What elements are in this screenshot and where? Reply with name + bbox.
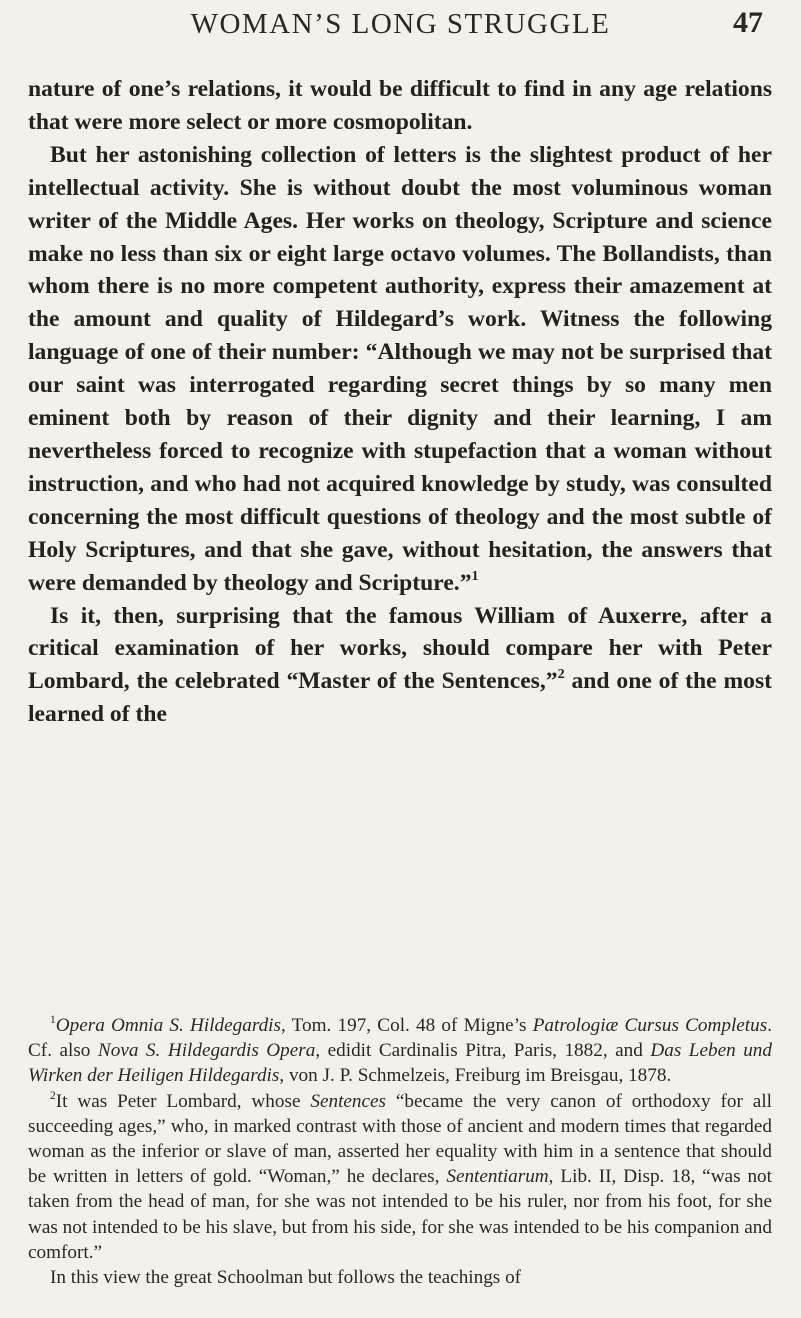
paragraph-2 [28,139,772,600]
footnote-2 [28,1089,772,1265]
footnote-1-title-2: Patrologiæ Cursus Completus [532,1015,768,1036]
footnote-1-title-3: Nova S. Hildegardis Opera [97,1040,316,1062]
footnote-2-title-2: Sententiarum [446,1166,549,1188]
footnote-1-number: 1 [50,1013,56,1026]
footnote-ref-1: 1 [471,567,479,584]
footnote-1-title-1: Opera Omnia S. Hildegardis [55,1015,281,1036]
footnote-2-continuation: In this view the great Schoolman but follows the teachings of [50,1267,522,1289]
footnote-1-text-1: , Tom. 197, Col. 48 of Migne’s [280,1015,533,1036]
footnote-1-title-4: Das Leben und Wirken der Heiligen Hildegardis [28,1040,772,1087]
footnote-1-text-4: , von J. P. Schmelzeis, Freiburg im Breisgau, 1878. [279,1065,672,1087]
paragraph-3 [28,600,772,732]
paragraph-3-text-b: and one of the most learned of the [28,668,772,728]
footnotes [28,1013,772,1290]
footnote-2-title-1: Sentences [310,1090,387,1112]
footnote-2-text-1: It was Peter Lombard, whose [55,1090,311,1112]
main-text [28,73,772,731]
footnote-1-text-3: , edidit Cardinalis Pitra, Paris, 1882, and [315,1040,651,1062]
footnote-1-text-2: . Cf. also [28,1015,772,1062]
page-number: 47 [733,6,763,39]
footnote-1 [28,1013,772,1089]
paragraph-1: nature of one’s relations, it would be difficult to find in any age relations that were more select or more cosmopolitan. [28,76,772,135]
footnote-2-text-3: , Lib. II, Disp. 18, “was not taken from the head of man, for she was not intended to be his ruler, nor from his foot, for she was not intended to be his slave, but from his side, for she was intended to be his companion and comfort.” [28,1166,772,1263]
footnote-2-text-2: “became the very canon of orthodoxy for all succeeding ages,” who, in marked contrast with those of ancient and modern times that regarded woman as the inferior or slave of man, asserted her equality with him in a sentence that should be written in letters of gold. “Woman,” he declares, [28,1090,772,1188]
paragraph-3-text-a: Is it, then, surprising that the famous William of Auxerre, after a critical examination of her works, should compare her with Peter Lombard, the celebrated “Master of the Sentences,” [28,602,772,695]
footnote-ref-2: 2 [557,666,565,683]
running-head: WOMAN’S LONG STRUGGLE [190,8,611,40]
paragraph-2-text: But her astonishing collection of letters is the slightest product of her intellectual activity. She is without doubt the most voluminous woman writer of the Middle Ages. Her works on theology, Scripture and science make no less than six or eight large octavo volumes. The Bollandists, than whom there is no more competent authority, express their amazement at the amount and quality of Hildegard’s work. Witness the following language of one of their number: “Although we may not be surprised that our saint was interrogated regarding secret things by so many men eminent both by reason of their dignity and their learning, I am nevertheless forced to recognize with stupefaction that a woman without instruction, and who had not acquired knowledge by study, was consulted concerning the most difficult questions of theology and the most subtle of Holy Scriptures, and that she gave, without hesitation, the answers that were demanded by theology and Scripture.” [28,141,772,596]
page-header [0,4,801,64]
footnote-2-number: 2 [50,1089,56,1102]
